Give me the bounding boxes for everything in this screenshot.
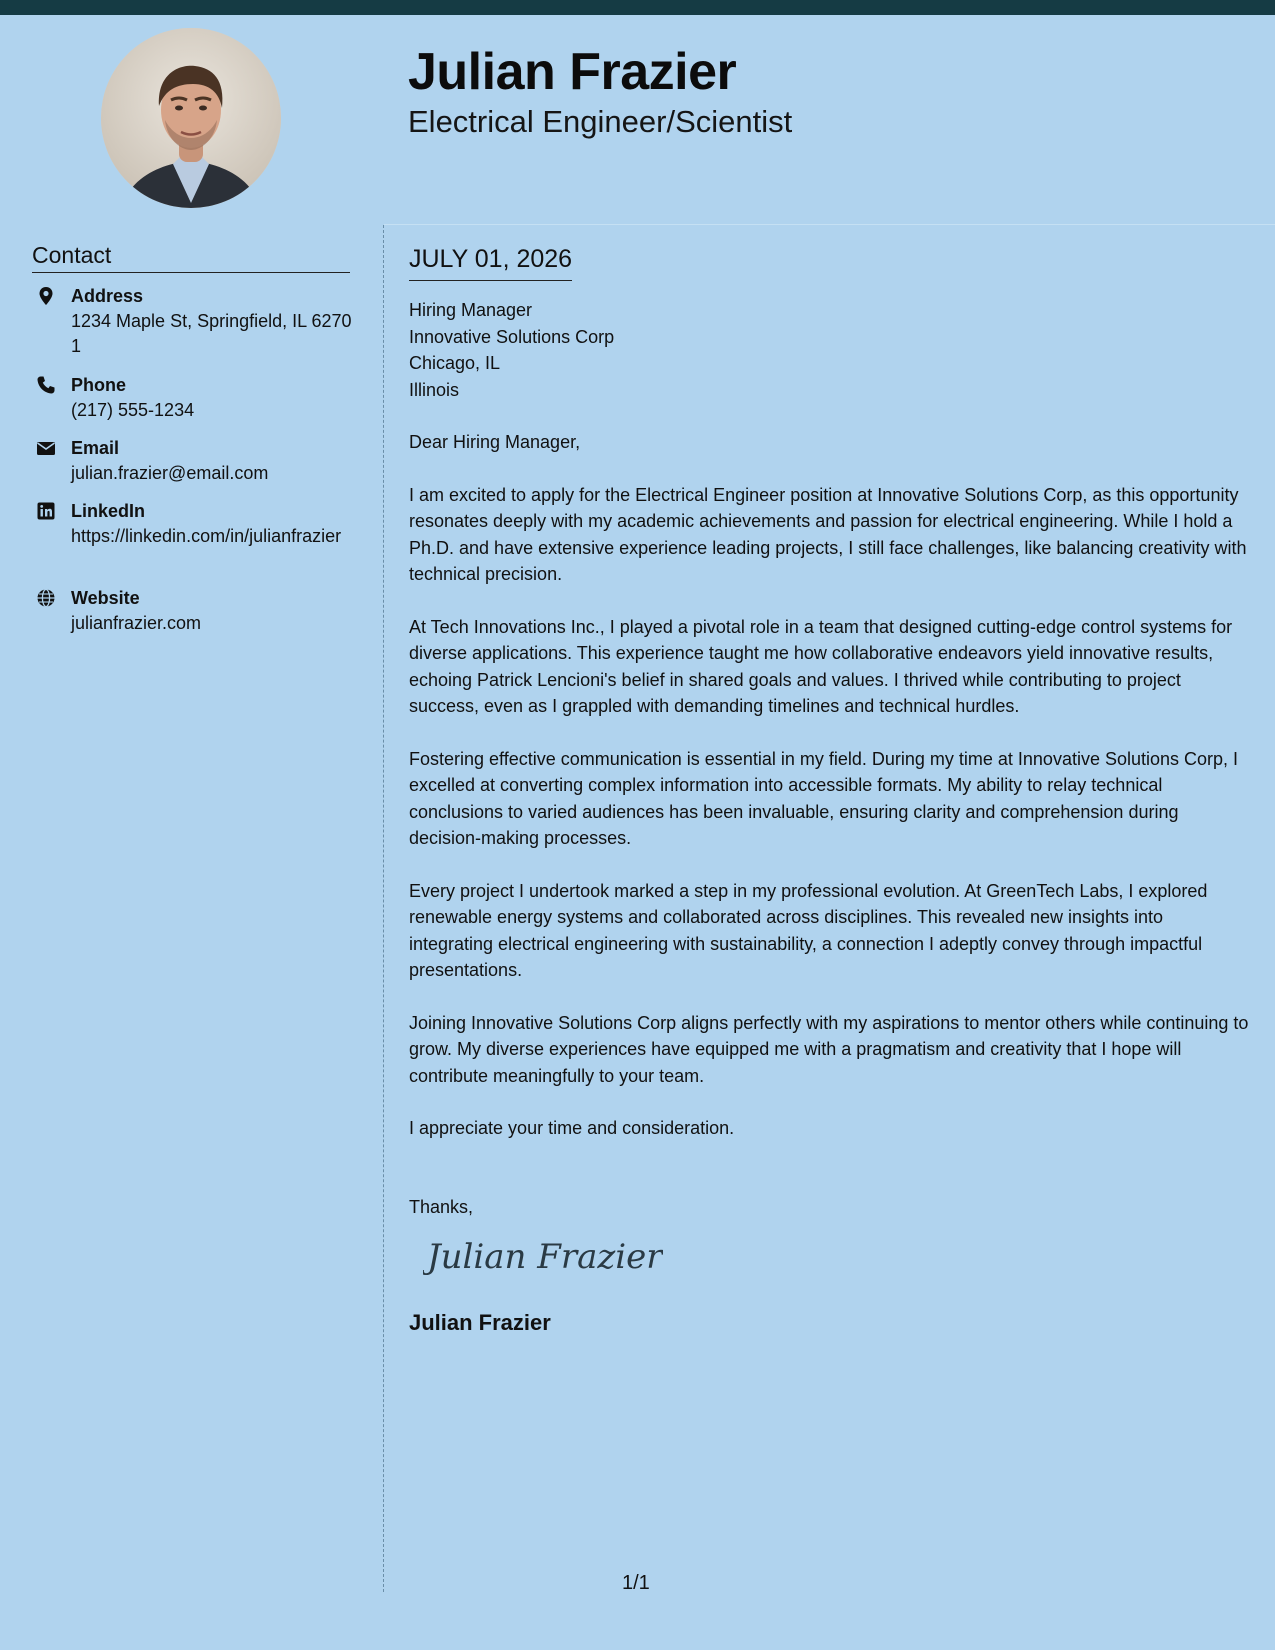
- contact-label: Website: [71, 588, 140, 608]
- location-pin-icon: [36, 286, 56, 306]
- column-divider: [383, 225, 384, 1592]
- closing-line: I appreciate your time and consideration.: [409, 1118, 735, 1138]
- salutation: Dear Hiring Manager,: [409, 432, 581, 452]
- recipient-line: Hiring Manager: [409, 300, 533, 320]
- contact-label: LinkedIn: [71, 501, 146, 521]
- handwritten-signature: [423, 1228, 1249, 1292]
- contact-label: Email: [71, 438, 120, 458]
- contact-value[interactable]: julian.frazier@email.com: [71, 463, 269, 483]
- linkedin-icon: [36, 501, 56, 521]
- letter-body: [409, 242, 1249, 1338]
- contact-value[interactable]: https://linkedin.com/in/julianfrazier: [71, 526, 342, 546]
- sign-off: Thanks,: [409, 1196, 474, 1217]
- top-accent-bar: [0, 0, 1275, 15]
- page-number: 1/1: [622, 1572, 650, 1594]
- envelope-icon: [36, 438, 56, 458]
- header-divider: [384, 224, 1275, 225]
- signature-text: Julian Frazier: [427, 1237, 663, 1277]
- signer-name: Julian Frazier: [409, 1309, 551, 1335]
- body-paragraph: Every project I undertook marked a step in my professional evolution. At GreenTech Labs, I explored renewable energy systems and collaborated across disciplines. This revealed new insights into integrating electrical engineering with sustainability, a connection I adeptly convey through impactful presentations.: [409, 880, 1208, 980]
- job-title: Electrical Engineer/Scientist: [408, 104, 793, 139]
- contact-value[interactable]: julianfrazier.com: [71, 613, 202, 633]
- body-paragraph: Fostering effective communication is essential in my field. During my time at Innovative Solutions Corp, I excelled at converting complex information into accessible formats. My ability to relay technical conclusions to varied audiences has been invaluable, ensuring clarity and comprehension during decision-making processes.: [409, 748, 1239, 848]
- recipient-block: [409, 297, 1249, 403]
- profile-photo: [101, 28, 281, 208]
- contact-label: Phone: [71, 375, 127, 395]
- contact-value: 1234 Maple St, Springfield, IL 62701: [71, 311, 352, 356]
- contact-value: (217) 555-1234: [71, 400, 195, 420]
- letter-date: JULY 01, 2026: [409, 242, 572, 281]
- globe-icon: [36, 588, 56, 608]
- contact-heading: Contact: [32, 240, 350, 273]
- recipient-line: Chicago, IL: [409, 353, 501, 373]
- recipient-line: Innovative Solutions Corp: [409, 326, 615, 347]
- recipient-line: Illinois: [409, 379, 460, 400]
- body-paragraph: Joining Innovative Solutions Corp aligns perfectly with my aspirations to mentor others while continuing to grow. My diverse experiences have equipped me with a pragmatism and creativity that I hope will contribute meaningfully to your team.: [409, 1012, 1249, 1086]
- contact-label: Address: [71, 286, 144, 306]
- phone-icon: [36, 375, 56, 395]
- applicant-name: Julian Frazier: [408, 43, 737, 101]
- body-paragraph: At Tech Innovations Inc., I played a pivotal role in a team that designed cutting-edge control systems for diverse applications. This experience taught me how collaborative endeavors yield innovative results, echoing Patrick Lencioni's belief in shared goals and values. I thrived while contributing to project success, even as I grappled with demanding timelines and technical hurdles.: [409, 616, 1233, 716]
- body-paragraph: I am excited to apply for the Electrical Engineer position at Innovative Solutions Corp, as this opportunity resonates deeply with my academic achievements and passion for electrical engineering. While I hold a Ph.D. and have extensive experience leading projects, I still face challenges, like balancing creativity with technical precision.: [409, 484, 1247, 584]
